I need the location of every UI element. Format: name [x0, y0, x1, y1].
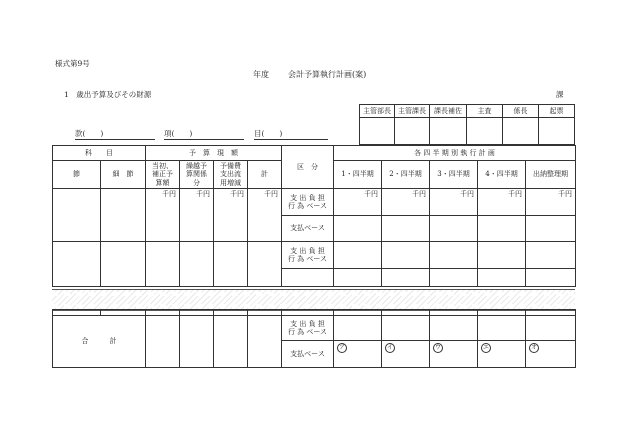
- approval-table: [359, 104, 575, 145]
- header-saisetsu: 細 節: [101, 161, 146, 189]
- header-q4: 4・四半期: [478, 161, 526, 189]
- total-yobihi[interactable]: [214, 316, 248, 368]
- approval-stamp-cell[interactable]: [467, 118, 503, 145]
- department-suffix: 課: [556, 90, 564, 99]
- approval-stamp-cell[interactable]: [503, 118, 539, 145]
- total-q2[interactable]: [382, 316, 430, 341]
- total-q3[interactable]: [430, 316, 478, 341]
- cell-kurikoshi[interactable]: [180, 242, 214, 287]
- total-q2-payment[interactable]: [382, 341, 430, 368]
- approval-label: 起票: [539, 105, 575, 118]
- total-kei[interactable]: [248, 316, 282, 368]
- cell-yobihi[interactable]: [214, 242, 248, 287]
- cell-q4[interactable]: [478, 242, 526, 269]
- header-q3: 3・四半期: [430, 161, 478, 189]
- header-q1: 1・四半期: [334, 161, 382, 189]
- budget-plan-table: [52, 145, 576, 287]
- unit-label: 千円: [146, 189, 180, 242]
- header-kubun: 区 分: [282, 146, 334, 189]
- kubun-shishutsu: 支 出 負 担 行 為 ベース: [282, 242, 334, 269]
- total-row: [53, 316, 576, 341]
- circled-i-icon: イ: [386, 344, 393, 351]
- cell-kei[interactable]: [248, 242, 282, 287]
- unit-label: 千円: [214, 189, 248, 242]
- cell-saisetsu[interactable]: [101, 242, 146, 287]
- total-q1[interactable]: [334, 316, 382, 341]
- circled-u-icon: ウ: [434, 344, 441, 351]
- kan-underline: [75, 139, 155, 140]
- approval-label: 主査: [467, 105, 503, 118]
- total-q1-payment[interactable]: [334, 341, 382, 368]
- approval-label: 係長: [503, 105, 539, 118]
- cell-q1[interactable]: [334, 242, 382, 269]
- table-row: [53, 242, 576, 269]
- cell-q2[interactable]: [382, 216, 430, 242]
- header-kei: 計: [248, 161, 282, 189]
- header-shihanki: 各 四 半 期 別 執 行 計 画: [334, 146, 576, 161]
- total-q3-payment[interactable]: [430, 341, 478, 368]
- table-row: [53, 189, 576, 216]
- header-q2: 2・四半期: [382, 161, 430, 189]
- circled-a-icon: ア: [338, 344, 345, 351]
- kou-underline: [164, 139, 244, 140]
- header-yosan-genkaku: 予 算 現 額: [146, 146, 282, 161]
- moku-underline: [254, 139, 328, 140]
- total-shutsunou[interactable]: [526, 316, 576, 341]
- cell-q1[interactable]: [334, 216, 382, 242]
- cell-q2[interactable]: [382, 269, 430, 287]
- approval-stamp-cell[interactable]: [360, 118, 395, 145]
- title-year: 年度: [253, 70, 269, 79]
- cell-toushoka[interactable]: [146, 242, 180, 287]
- cell-q2[interactable]: [382, 242, 430, 269]
- total-label: 合 計: [53, 316, 146, 368]
- cell-setsu[interactable]: [53, 242, 101, 287]
- approval-label: 主管課長: [395, 105, 430, 118]
- page-title: 会計予算執行計画(案): [288, 70, 367, 79]
- header-yobihi: 予備費 支出流 用増減: [214, 161, 248, 189]
- header-setsu: 節: [53, 161, 101, 189]
- cell-kubun: [282, 269, 334, 287]
- cell-q3[interactable]: [430, 242, 478, 269]
- approval-stamp-cell[interactable]: [395, 118, 430, 145]
- unit-label: 千円: [382, 189, 430, 216]
- kubun-shiharai: 支払ベース: [282, 216, 334, 242]
- cell-shutsunou[interactable]: [526, 269, 576, 287]
- cell-q3[interactable]: [430, 269, 478, 287]
- circled-e-icon: エ: [482, 344, 489, 351]
- cell-shutsunou[interactable]: [526, 216, 576, 242]
- unit-label: 千円: [526, 189, 576, 216]
- unit-label: 千円: [478, 189, 526, 216]
- total-kurikoshi[interactable]: [180, 316, 214, 368]
- approval-stamp-cell[interactable]: [430, 118, 467, 145]
- unit-label: 千円: [430, 189, 478, 216]
- kubun-shiharai: 支払ベース: [282, 341, 334, 368]
- cell-setsu[interactable]: [53, 189, 101, 242]
- kan-field[interactable]: 款( ): [75, 129, 104, 138]
- circled-o-icon: オ: [530, 344, 537, 351]
- cell-shutsunou[interactable]: [526, 242, 576, 269]
- approval-stamp-cell[interactable]: [539, 118, 575, 145]
- kubun-shishutsu: 支 出 負 担 行 為 ベース: [282, 316, 334, 341]
- total-toushoka[interactable]: [146, 316, 180, 368]
- section-heading: 1 歳出予算及びその財源: [64, 90, 152, 99]
- total-q4[interactable]: [478, 316, 526, 341]
- total-shutsunou-payment[interactable]: [526, 341, 576, 368]
- header-toushoka: 当初、 補正予 算額: [146, 161, 180, 189]
- cell-q1[interactable]: [334, 269, 382, 287]
- approval-label: 課長補佐: [430, 105, 467, 118]
- form-number: 様式第9号: [55, 59, 90, 68]
- unit-label: 千円: [180, 189, 214, 242]
- cell-q4[interactable]: [478, 269, 526, 287]
- approval-label: 主管部長: [360, 105, 395, 118]
- header-kurikoshi: 繰越予 算関係 分: [180, 161, 214, 189]
- budget-plan-table-lower: [52, 309, 576, 368]
- moku-field[interactable]: 目( ): [254, 129, 283, 138]
- total-q4-payment[interactable]: [478, 341, 526, 368]
- header-kamoku: 科 目: [53, 146, 146, 161]
- cell-q3[interactable]: [430, 216, 478, 242]
- kubun-shishutsu: 支 出 負 担 行 為 ベース: [282, 189, 334, 216]
- cell-q4[interactable]: [478, 216, 526, 242]
- unit-label: 千円: [334, 189, 382, 216]
- header-shutsunou: 出納整理期: [526, 161, 576, 189]
- unit-label: 千円: [248, 189, 282, 242]
- cell-saisetsu[interactable]: [101, 189, 146, 242]
- table-continuation-break: [52, 289, 575, 311]
- kou-field[interactable]: 項( ): [164, 129, 193, 138]
